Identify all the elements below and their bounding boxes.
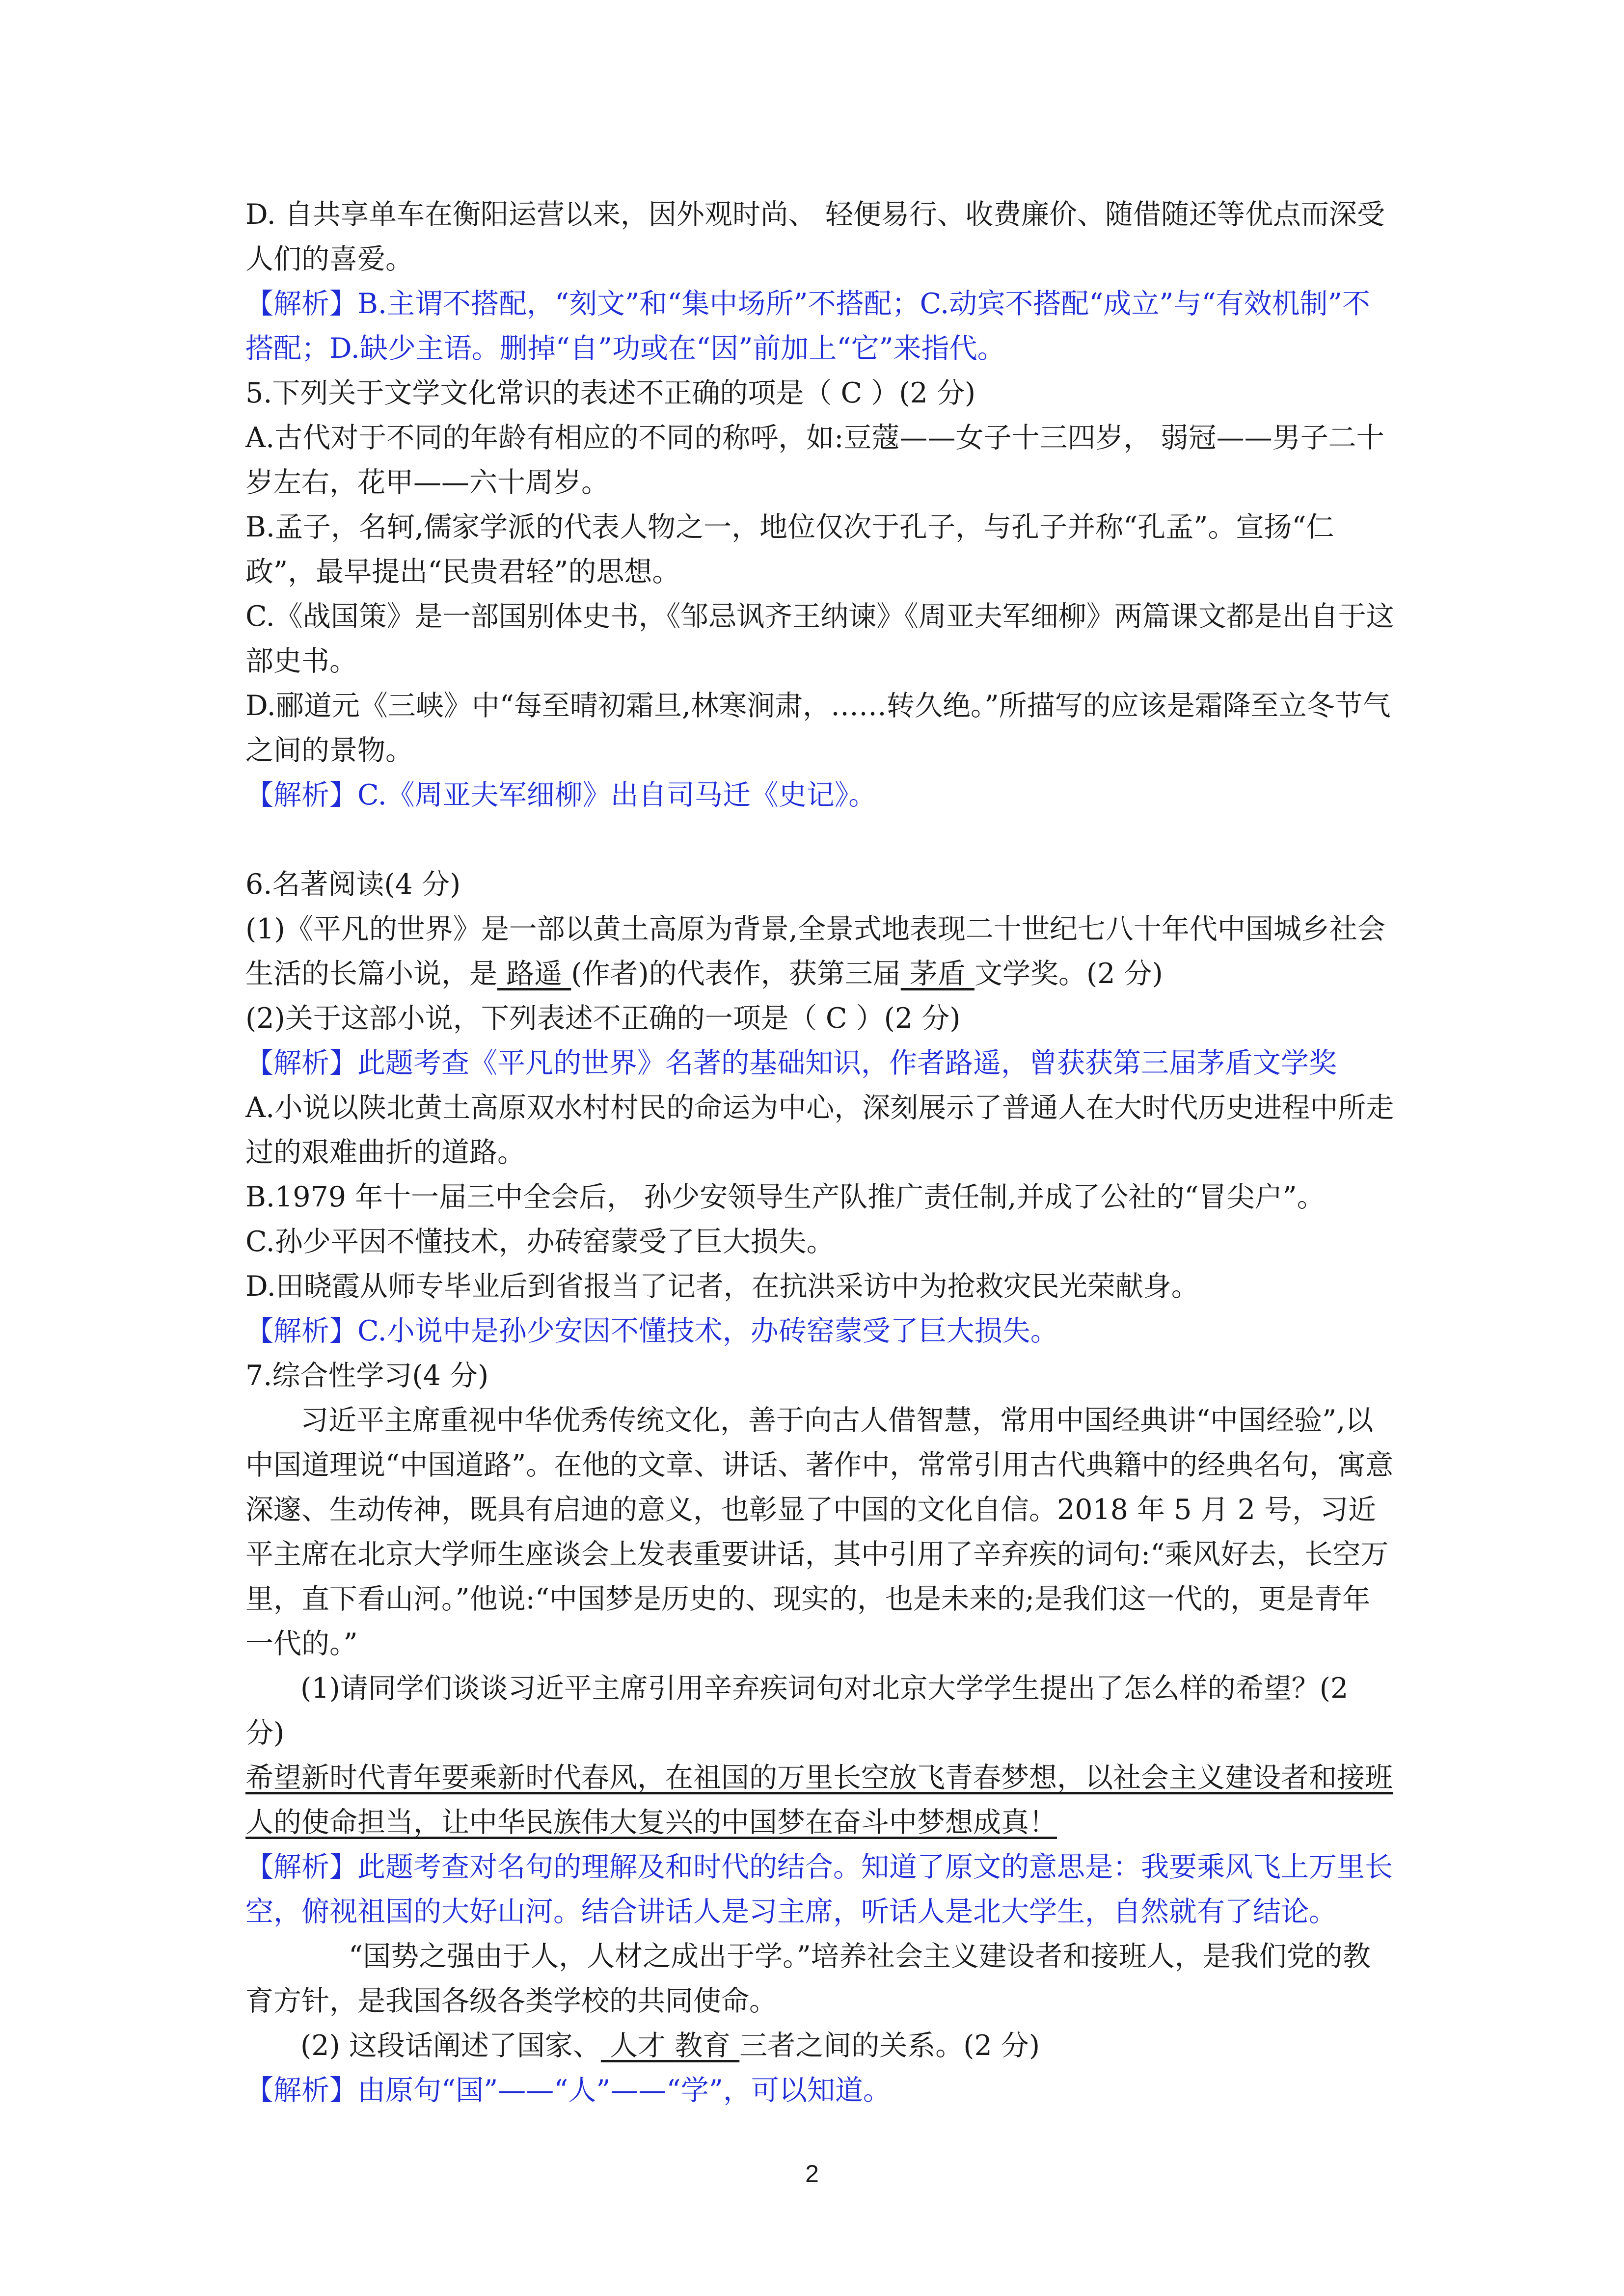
q7-stem: 7.综合性学习(4 分) (245, 1360, 489, 1392)
text-run: (1)《平凡的世界》是一部以黄土高原为背景,全景式地表现二十世纪七八十年代中国城乡社会生活的长篇小说，是 (245, 913, 1385, 990)
q5-option-c: C.《战国策》是一部国别体史书，《邹忌讽齐王纳谏》《周亚夫军细柳》两篇课文都是出自于这部史书。 (245, 600, 1394, 677)
q7-quote: “国势之强由于人，人材之成出于学。”培养社会主义建设者和接班人，是我们党的教育方针，是我国各级各类学校的共同使命。 (245, 1940, 1371, 2017)
text-run: (作者)的代表作，获第三届 (571, 958, 901, 990)
fill-in-answer: 茅盾 (900, 958, 974, 990)
q6-option-c: C.孙少平因不懂技术，办砖窑蒙受了巨大损失。 (245, 1226, 835, 1258)
q7-analysis-2: 【解析】由原句“国”——“人”——“学”，可以知道。 (245, 2074, 891, 2107)
q6-analysis-2: 【解析】C.小说中是孙少安因不懂技术，办砖窑蒙受了巨大损失。 (245, 1315, 1058, 1347)
q6-sub1 (245, 907, 1394, 996)
fill-in-answer: 教育 (675, 2029, 740, 2062)
q4-option-d: D. 自共享单车在衡阳运营以来，因外观时尚、 轻便易行、收费廉价、随借随还等优点而深受人们的喜爱。 (245, 198, 1385, 275)
q7-sub1: (1)请同学们谈谈习近平主席引用辛弃疾词句对北京大学学生提出了怎么样的希望？(2 分) (245, 1672, 1349, 1749)
document-body (245, 192, 1394, 2113)
q7-sub1-answer: 希望新时代青年要乘新时代春风，在祖国的万里长空放飞青春梦想，以社会主义建设者和接班人的使命担当，让中华民族伟大复兴的中国梦在奋斗中梦想成真！ (245, 1762, 1393, 1839)
q6-option-a: A.小说以陕北黄土高原双水村村民的命运为中心，深刻展示了普通人在大时代历史进程中所走过的艰难曲折的道路。 (245, 1092, 1394, 1169)
gap-1 (245, 818, 1394, 862)
q5-stem: 5.下列关于文学文化常识的表述不正确的项是（ C ）(2 分) (245, 377, 976, 409)
q4-analysis: 【解析】B.主谓不搭配，“刻文”和“集中场所”不搭配；C.动宾不搭配“成立”与“有效机制”不搭配；D.缺少主语。删掉“自”功或在“因”前加上“它”来指代。 (245, 288, 1370, 365)
q6-option-b: B.1979 年十一届三中全会后， 孙少安领导生产队推广责任制,并成了公社的“冒尖户”。 (245, 1181, 1325, 1213)
page-number: 2 (805, 2160, 819, 2188)
q6-option-d: D.田晓霞从师专毕业后到省报当了记者，在抗洪采访中为抢救灾民光荣献身。 (245, 1270, 1199, 1303)
q5-option-b: B.孟子，名轲,儒家学派的代表人物之一，地位仅次于孔子，与孔子并称“孔孟”。宣扬“仁政”，最早提出“民贵君轻”的思想。 (245, 511, 1334, 588)
q5-option-d: D.郦道元《三峡》中“每至晴初霜旦,林寒涧肃，……转久绝。”所描写的应该是霜降至立冬节气之间的景物。 (245, 690, 1391, 767)
q5-option-a: A.古代对于不同的年龄有相应的不同的称呼，如:豆蔻——女子十三四岁， 弱冠——男子二十岁左右，花甲——六十周岁。 (245, 422, 1384, 499)
q7-analysis-1: 【解析】此题考查对名句的理解及和时代的结合。知道了原文的意思是：我要乘风飞上万里长空，俯视祖国的大好山河。结合讲话人是习主席，听话人是北大学生，自然就有了结论。 (245, 1851, 1393, 1928)
q6-stem: 6.名著阅读(4 分) (245, 868, 461, 901)
q6-sub2: (2)关于这部小说，下列表述不正确的一项是（ C ）(2 分) (245, 1002, 961, 1035)
text-run: 文学奖。(2 分) (974, 958, 1163, 990)
text-run: (2) 这段话阐述了国家、 (300, 2029, 601, 2062)
text-run: 三者之间的关系。(2 分) (739, 2029, 1040, 2062)
q7-sub2 (245, 2024, 1394, 2068)
q6-analysis-1: 【解析】此题考查《平凡的世界》名著的基础知识，作者路遥，曾获获第三届茅盾文学奖 (245, 1047, 1337, 1079)
q5-analysis: 【解析】C.《周亚夫军细柳》出自司马迁《史记》。 (245, 779, 877, 811)
fill-in-answer: 路遥 (497, 958, 571, 990)
fill-in-answer: 人才 (600, 2029, 675, 2062)
q7-passage: 习近平主席重视中华优秀传统文化，善于向古人借智慧，常用中国经典讲“中国经验”,以中国道理说“中国道路”。在他的文章、讲话、著作中，常常引用古代典籍中的经典名句，寓意深邃、生动传神，既具有启迪的意义，也彰显了中国的文化自信。2018 年 5 月 2 号，习近平主席在北京大学师生座谈会上发表重要讲话，其中引用了辛弃疾的词句:“乘风好去，长空万里，直下看山河。”他说:“中国梦是历史的、现实的，也是未来的;是我们这一代的，更是青年一代的。” (245, 1404, 1394, 1660)
